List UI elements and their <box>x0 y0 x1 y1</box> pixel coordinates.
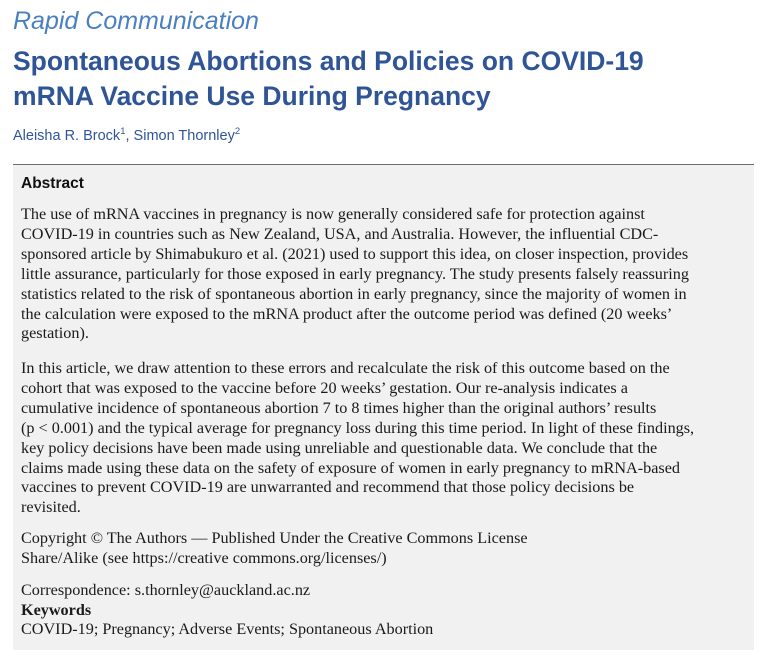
title-line: mRNA Vaccine Use During Pregnancy <box>13 81 491 111</box>
text-line: key policy decisions have been made using unreliable and questionable data. We conclude that the <box>21 438 658 457</box>
text-line: (p < 0.001) and the typical average for pregnancy loss during this time period. In light of these findings, <box>21 418 695 437</box>
correspondence <box>21 581 749 601</box>
abstract-box <box>13 164 754 650</box>
keywords-heading: Keywords <box>21 601 92 619</box>
article-title <box>13 44 758 114</box>
text-line: sponsored article by Shimabukuro et al. (2021) used to support this idea, on closer inspection, provides <box>21 244 689 263</box>
text-line: In this article, we draw attention to these errors and recalculate the risk of this outcome based on the <box>21 359 670 377</box>
author-affiliation: 2 <box>234 126 241 137</box>
author-separator: , <box>125 128 134 144</box>
keywords-list: COVID-19; Pregnancy; Adverse Events; Spontaneous Abortion <box>21 620 434 638</box>
text-line: cumulative incidence of spontaneous abortion 7 to 8 times higher than the original authors’ results <box>21 398 657 417</box>
correspondence-email[interactable]: s.thornley@auckland.ac.nz <box>134 581 311 599</box>
text-line: COVID-19 in countries such as New Zealand, USA, and Australia. However, the influential CDC- <box>21 224 659 243</box>
author-affiliation: 1 <box>120 126 126 137</box>
text-line: statistics related to the risk of spontaneous abortion in early pregnancy, since the majority of women in <box>21 284 687 303</box>
text-line: little assurance, particularly for those exposed in early pregnancy. The study presents falsely reassuring <box>21 264 689 283</box>
author-name: Aleisha R. Brock <box>13 128 121 144</box>
text-line: vaccines to prevent COVID-19 are unwarranted and recommend that those policy decisions be <box>21 478 635 497</box>
title-line: Spontaneous Abortions and Policies on COVID-19 <box>13 46 644 76</box>
text-line: the calculation were exposed to the mRNA product after the outcome period was defined (20 weeks’ <box>21 304 673 323</box>
author-name: Simon Thornley <box>133 128 235 144</box>
author-list <box>13 126 240 146</box>
text-line: claims made using these data on the safety of exposure of women in early pregnancy to mRNA-based <box>21 458 680 477</box>
abstract-paragraph-2 <box>21 359 749 518</box>
correspondence-label: Correspondence: <box>21 581 135 599</box>
text-line: Copyright © The Authors — Published Under the Creative Commons License <box>21 529 528 547</box>
text-line: Share/Alike (see https://creative commons.org/licenses/) <box>21 548 387 567</box>
text-line: revisited. <box>21 498 81 517</box>
article-type-label: Rapid Communication <box>13 7 259 35</box>
text-line: cohort that was exposed to the vaccine before 20 weeks’ gestation. Our re-analysis indicates a <box>21 378 628 397</box>
abstract-heading: Abstract <box>21 175 84 192</box>
text-line: The use of mRNA vaccines in pregnancy is now generally considered safe for protection against <box>21 205 645 223</box>
copyright-notice <box>21 529 749 569</box>
abstract-paragraph-1 <box>21 205 749 344</box>
text-line: gestation). <box>21 324 89 343</box>
